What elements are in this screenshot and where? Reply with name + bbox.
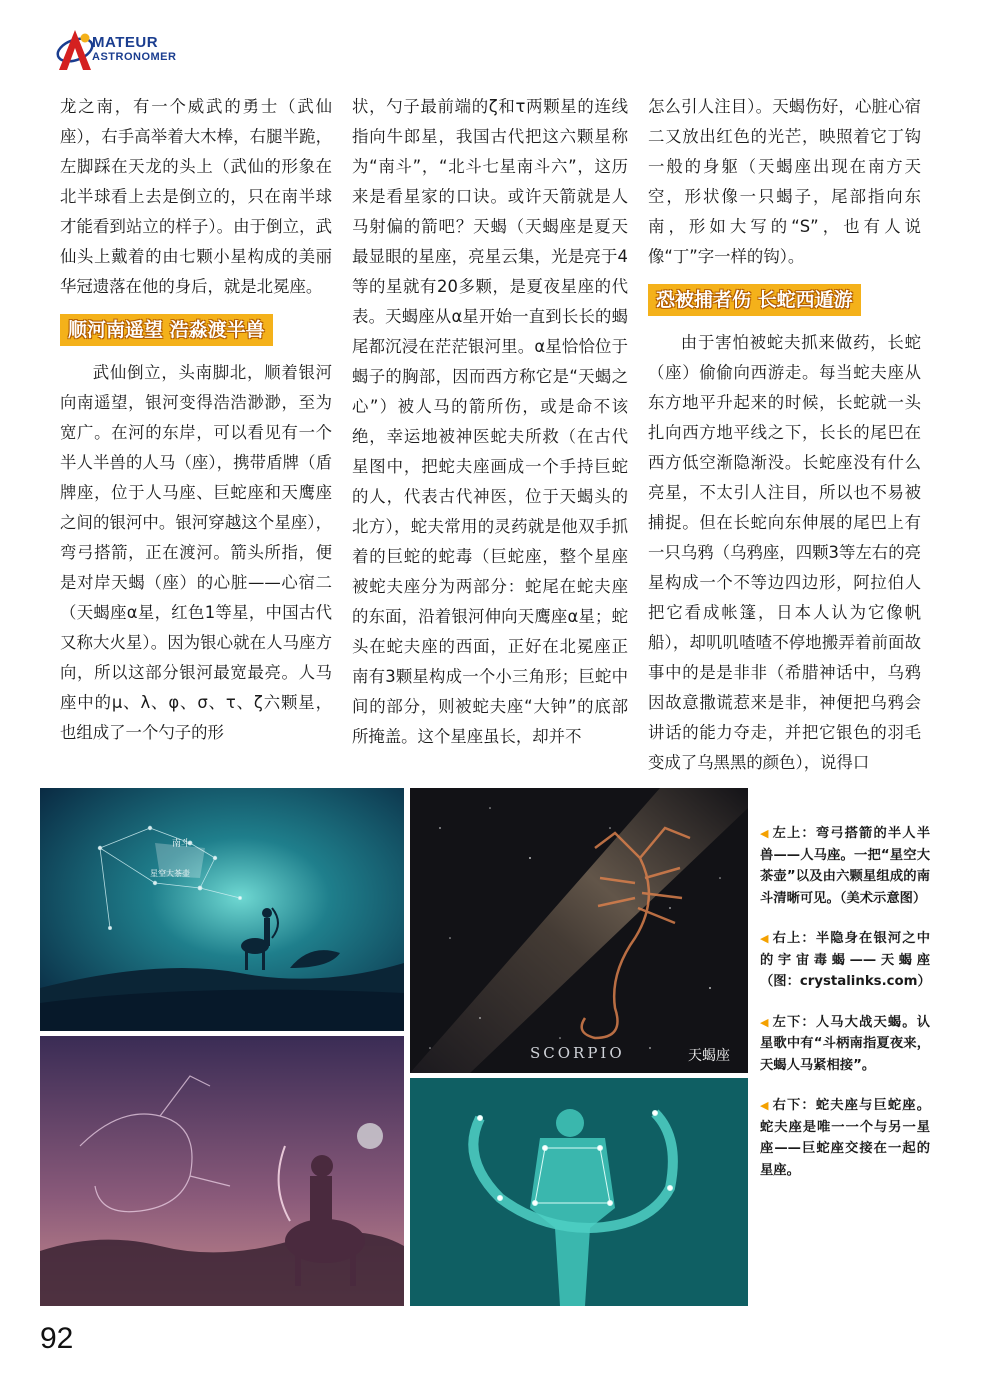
sagittarius-illustration xyxy=(40,788,404,1031)
logo-line2: ASTRONOMER xyxy=(92,51,177,63)
col2-paragraph-1: 状，勺子最前端的ζ和τ两颗星的连线指向牛郎星，我国古代把这六颗星称为“南斗”，“北斗七星南斗六”，这历来是看星家的口诀。或许天箭就是人马射偏的箭吧？天蝎（天蝎座是夏天最显眼的星座，亮星云集，光是亮于4等的星就有20多颗，是夏夜星座的代表。天蝎座从α星开始一直到长长的蝎尾都沉浸在茫茫银河里。α星恰恰位于蝎子的胸部，因而西方称它是“天蝎之心”）被人马的箭所伤，或是命不该绝，幸运地被神医蛇夫所救（在古代星图中，把蛇夫座画成一个手持巨蛇的人，代表古代神医，位于天蝎头的北方），蛇夫常用的灵药就是他双手抓着的巨蛇的蛇毒（巨蛇座，整个星座被蛇夫座分为两部分：蛇尾在蛇夫座的东面，沿着银河伸向天鹰座α星；蛇头在蛇夫座的西面，正好在北冕座正南有3颗星构成一个小三角形；巨蛇中间的部分，则被蛇夫座“大钟”的底部所掩盖。这个星座虽长，却并不 xyxy=(352,97,628,746)
column-2 xyxy=(352,92,628,752)
col1-paragraph-2: 武仙倒立，头南脚北，顺着银河向南遥望，银河变得浩浩渺渺，至为宽广。在河的东岸，可以看见有一个半人半兽的人马（座），携带盾牌（盾牌座，位于人马座、巨蛇座和天鹰座之间的银河中。银河穿越这个星座），弯弓搭箭，正在渡河。箭头所指，便是对岸天蝎（座）的心脏——心宿二（天蝎座α星，红色1等星，中国古代又称大火星）。因为银心就在人马座方向，所以这部分银河最宽最亮。人马座中的μ、λ、φ、σ、τ、ζ六颗星，也组成了一个勺子的形 xyxy=(60,363,332,742)
logo-text xyxy=(92,36,176,64)
caption-top-right: ◀ 右上：半隐身在银河之中的宇宙毒蝎——天蝎座（图：crystalinks.com） xyxy=(760,931,931,989)
caption-triangle-icon: ◀ xyxy=(760,1015,770,1029)
scorpio-label-cn: 天蝎座 xyxy=(688,1048,730,1064)
col1-paragraph-1: 龙之南，有一个威武的勇士（武仙座），右手高举着大木棒，右腿半跪，左脚踩在天龙的头上（武仙的形象在北半球看上去是倒立的，只在南半球才能看到站立的样子）。由于倒立，武仙头上戴着的由七颗小星构成的美丽华冠遗落在他的身后，就是北冕座。 xyxy=(60,97,332,296)
col3-paragraph-2: 由于害怕被蛇夫抓来做药，长蛇（座）偷偷向西游走。每当蛇夫座从东方地平升起来的时候，长蛇就一头扎向西方地平线之下，长长的尾巴在西方低空渐隐渐没。长蛇座没有什么亮星，不太引人注目，所以也不易被捕捉。但在长蛇向东伸展的尾巴上有一只乌鸦（乌鸦座，四颗3等左右的亮星构成一个不等边四边形，阿拉伯人把它看成帐篷，日本人认为它像帆船），却叽叽喳喳不停地搬弄着前面故事中的是是非非（希腊神话中，乌鸦因故意撒谎惹来是非，神便把乌鸦会讲话的能力夺走，并把它银色的羽毛变成了乌黑黑的颜色），说得口 xyxy=(648,333,921,772)
sag-label-teapot: 星空大茶壶 xyxy=(150,869,190,878)
caption-triangle-icon: ◀ xyxy=(760,932,770,945)
logo-line1: MATEUR xyxy=(92,34,159,51)
caption-triangle-icon: ◀ xyxy=(760,1099,770,1112)
caption-bottom-right: ◀ 右下：蛇夫座与巨蛇座。蛇夫座是唯一一个与另一星座——巨蛇座交接在一起的星座。 xyxy=(760,1098,930,1178)
col3-paragraph-1: 怎么引人注目）。天蝎伤好，心脏心宿二又放出红色的光芒，映照着它丁钩一般的身躯（天蝎座出现在南方天空，形状像一只蝎子，尾部指向东南，形如大写的“S”，也有人说像“丁”字一样的钩）。 xyxy=(648,97,921,266)
section-heading-2: 恐被捕者伤 长蛇西遁游 xyxy=(648,284,861,316)
centaur-vs-scorpion-illustration xyxy=(40,1036,404,1306)
scorpio-photo xyxy=(410,788,748,1073)
caption-top-left: ◀ 左上：弯弓搭箭的半人半兽——人马座。一把“星空大茶壶”以及由六颗星组成的南斗清晰可见。（美术示意图） xyxy=(760,826,930,906)
section-heading-1: 顺河南遥望 浩淼渡半兽 xyxy=(60,314,273,346)
page-number: 92 xyxy=(40,1322,74,1355)
sag-label-nandou: 南斗 xyxy=(172,839,191,849)
column-3 xyxy=(648,92,921,778)
ophiuchus-serpens-illustration xyxy=(410,1078,748,1306)
caption-bottom-left: ◀ 左下：人马大战天蝎。认星歌中有“斗柄南指夏夜来，天蝎人马紧相接”。 xyxy=(760,1014,930,1073)
caption-triangle-icon: ◀ xyxy=(760,827,770,840)
column-1 xyxy=(60,92,332,748)
scorpio-label-en: SCORPIO xyxy=(530,1044,625,1062)
image-captions xyxy=(760,823,930,1200)
